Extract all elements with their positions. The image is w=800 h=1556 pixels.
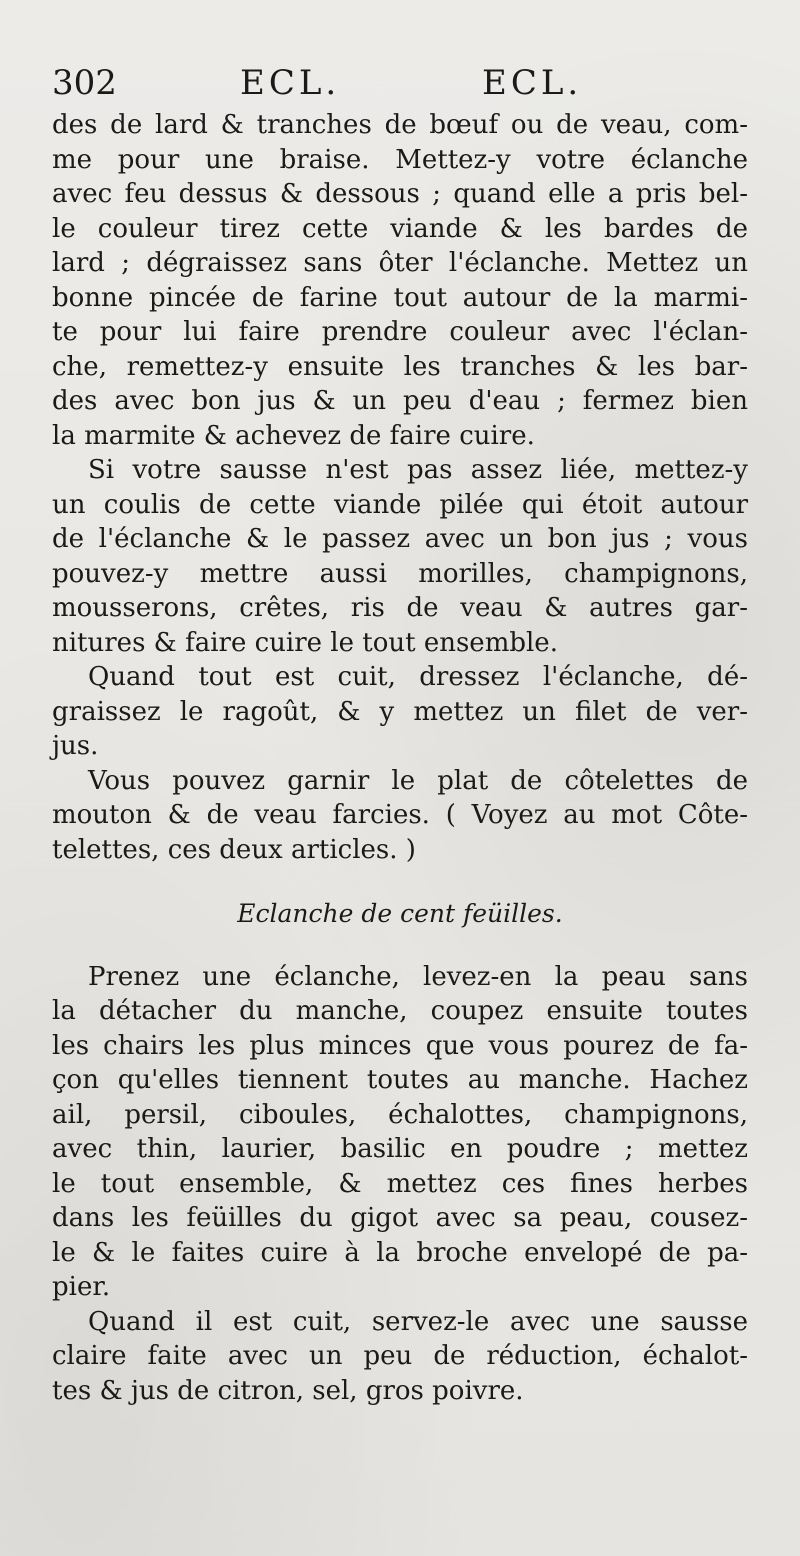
text-line: Quand il est cuit, servez-le avec une sausse	[88, 1306, 748, 1337]
running-head-right: ECL.	[482, 63, 583, 103]
text-line: de l'éclanche & le passez avec un bon jus ; vous	[52, 524, 748, 554]
text-line: lard ; dégraissez sans ôter l'éclanche. Mettez un	[52, 248, 748, 278]
text-line: me pour une braise. Mettez-y votre éclanche	[52, 144, 748, 175]
text-line: tes & jus de citron, sel, gros poivre.	[52, 1375, 524, 1406]
text-line: des avec bon jus & un peu d'eau ; fermez bien	[52, 386, 748, 416]
text-line: pouvez-y mettre aussi morilles, champignons,	[52, 558, 748, 589]
text-line: avec thin, laurier, basilic en poudre ; mettez	[52, 1134, 748, 1164]
text-line: le tout ensemble, & mettez ces fines herbes	[52, 1168, 748, 1199]
section-heading: Eclanche de cent feüilles.	[237, 899, 563, 928]
text-line: avec feu dessus & dessous ; quand elle a pris bel-	[52, 179, 748, 209]
text-line: Prenez une éclanche, levez-en la peau sans	[88, 961, 748, 992]
page-number: 302	[52, 63, 117, 103]
text-line: le couleur tirez cette viande & les bardes de	[52, 213, 748, 244]
section-text-1	[52, 108, 748, 867]
text-line: bonne pincée de farine tout autour de la marmi-	[52, 282, 748, 313]
text-line: Vous pouvez garnir le plat de côtelettes de	[88, 765, 748, 796]
section-text-2	[52, 960, 748, 1409]
text-line: Quand tout est cuit, dressez l'éclanche, dé-	[88, 662, 748, 692]
text-line: graissez le ragoût, & y mettez un filet de ver-	[52, 696, 748, 727]
page-body	[52, 108, 748, 1408]
text-line: Si votre sausse n'est pas assez liée, mettez-y	[88, 455, 748, 485]
page-header	[52, 58, 760, 108]
text-line: telettes, ces deux articles. )	[52, 834, 416, 865]
text-line: jus.	[52, 731, 99, 761]
text-line: claire faite avec un peu de réduction, échalot-	[52, 1341, 748, 1371]
text-line: la détacher du manche, coupez ensuite toutes	[52, 996, 748, 1026]
text-line: un coulis de cette viande pilée qui étoit autour	[52, 489, 748, 520]
text-line: nitures & faire cuire le tout ensemble.	[52, 627, 558, 658]
text-line: mousserons, crêtes, ris de veau & autres gar-	[52, 593, 748, 623]
text-line: mouton & de veau farcies. ( Voyez au mot Côte-	[52, 800, 748, 830]
text-line: pier.	[52, 1272, 111, 1302]
text-line: ail, persil, ciboules, échalottes, champignons,	[52, 1099, 748, 1130]
running-head-left: ECL.	[240, 63, 341, 103]
text-line: les chairs les plus minces que vous pourez de fa-	[52, 1030, 748, 1061]
text-line: le & le faites cuire à la broche envelopé de pa-	[52, 1237, 748, 1268]
text-line: dans les feüilles du gigot avec sa peau, cousez-	[52, 1203, 748, 1233]
text-line: te pour lui faire prendre couleur avec l'éclan-	[52, 317, 748, 347]
text-line: des de lard & tranches de bœuf ou de veau, com-	[52, 110, 748, 140]
text-line: che, remettez-y ensuite les tranches & les bar-	[52, 351, 748, 382]
text-line: la marmite & achevez de faire cuire.	[52, 420, 535, 451]
text-line: çon qu'elles tiennent toutes au manche. Hachez	[52, 1065, 748, 1095]
